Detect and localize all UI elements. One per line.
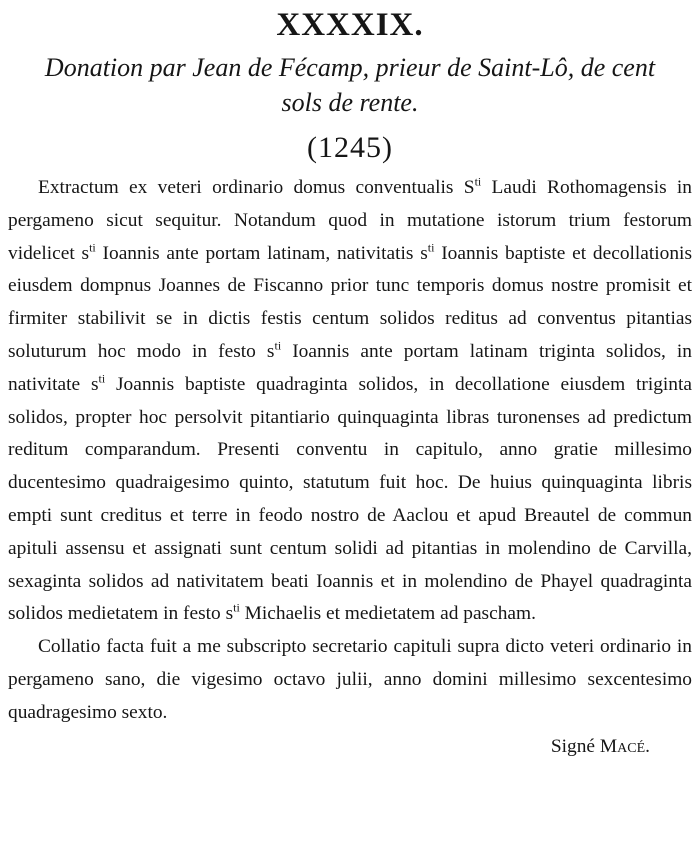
paragraph-2 [8, 631, 692, 729]
text-run: Ioannis ante portam latinam triginta solidos, in nativitate s [8, 340, 692, 395]
document-number: XXXXIX. [276, 7, 424, 43]
signature-name: Macé. [599, 735, 650, 757]
text-run: Joannis baptiste quadraginta solidos, in decollatione eiusdem triginta solidos, propter hoc persolvit pitantiario quinquaginta libras turonenses ad predictum reditum comparandum. Presenti conventu in capitulo, anno gratie millesimo ducentesimo quadraigesimo quinto, statutum fuit hoc. De huius quinquaginta libris empti sunt creditus et terre in feodo nostro de Aaclou et apud Breautel de commun apituli assensu et assignati sunt centum solidi ad pitantias in molendino de Carvilla, sexaginta solidos ad nativitatem beati Ioannis et in molendino de Phayel quadraginta solidos medietatem in festo s [8, 373, 692, 625]
paragraph-1 [8, 172, 692, 631]
text-run: Extractum ex veteri ordinario domus conventualis S [38, 177, 475, 198]
document-body [8, 172, 692, 730]
text-run: Ioannis ante portam latinam, nativitatis s [95, 242, 428, 264]
superscript-abbrev: ti [89, 240, 96, 255]
superscript-abbrev: ti [274, 338, 282, 353]
superscript-abbrev: ti [474, 174, 482, 189]
superscript-abbrev: ti [98, 371, 106, 386]
text-run: Laudi Rothomagensis in pergameno sicut sequitur. Notandum quod in mutatione istorum trium festorum videlicet s [8, 177, 693, 264]
text-run: Michaelis et medietatem ad pascham. [239, 603, 536, 625]
document-year: (1245) [307, 131, 393, 164]
text-run: Ioannis baptiste et decollationis eiusdem dompnus Joannes de Fiscanno prior tunc temporis domus nostre promisit et firmiter stabilivit se in dictis festis centum solidos reditus ad conventus pitantias soluturum hoc modo in festo s [8, 242, 692, 362]
signature-prefix: Signé [550, 735, 600, 757]
superscript-abbrev: ti [233, 600, 240, 615]
signature [8, 730, 650, 764]
text-run: Collatio facta fuit a me subscripto secretario capituli supra dicto veteri ordinario in pergameno sano, die vigesimo octavo julii, anno domini millesimo sexcentesimo quadragesimo sexto. [8, 636, 692, 723]
document-title: Donation par Jean de Fécamp, prieur de Saint-Lô, de cent sols de rente. [44, 53, 656, 117]
superscript-abbrev: ti [427, 240, 435, 255]
